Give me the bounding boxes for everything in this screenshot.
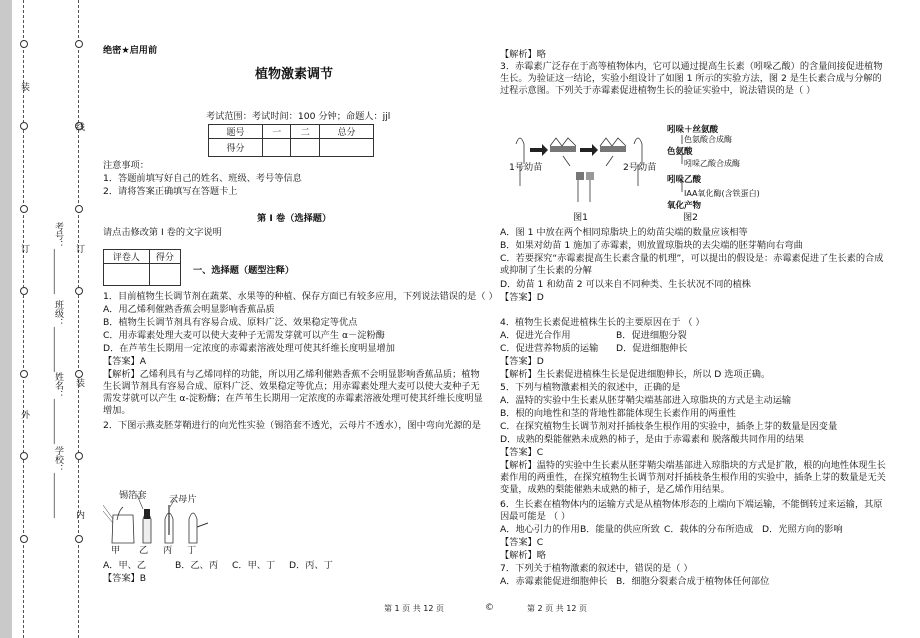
class-label: 班级： xyxy=(53,300,63,327)
school-label: 学校： xyxy=(53,446,63,473)
page-title: 植物激素调节 xyxy=(255,67,334,82)
q1-answer: 【答案】A xyxy=(103,356,147,367)
exam-info: 考试范围：考试时间：100 分钟；命题人：jjl xyxy=(206,111,391,122)
q3-option-d: D．幼苗 1 和幼苗 2 可以来自不同种类、生长状况不同的植株 xyxy=(500,279,751,290)
q5-answer: 【答案】C xyxy=(500,447,544,458)
fig1-caption: 图1 xyxy=(573,212,589,223)
q6-option-c: C．载体的分布所造成 xyxy=(664,524,754,535)
q1-option-b: B．植物生长调节剂具有容易合成、原料广泛、效果稳定等优点 xyxy=(103,317,358,328)
question-4: 4．植物生长素促进植株生长的主要原因在于 （ ） xyxy=(500,317,705,328)
score-table xyxy=(208,124,374,157)
fig1-label-seedling1: 1号幼苗 xyxy=(509,162,543,173)
circle-mark xyxy=(20,40,28,48)
grader-header: 得分 xyxy=(149,250,180,264)
q6-answer: 【答案】C xyxy=(500,537,544,548)
q4-answer: 【答案】D xyxy=(500,356,544,367)
fig2-node: 氧化产物 xyxy=(667,201,702,211)
q1-option-d: D．在芦苇生长期用一定浓度的赤霉素溶液处理可使其纤维长度明显增加 xyxy=(103,343,395,354)
q1-option-c: C．用赤霉素处理大麦可以使大麦种子无需发芽就可以产生 α－淀粉酶 xyxy=(103,330,385,341)
fig-label-bing: 丙 xyxy=(163,545,173,556)
q3-option-c: C．若要探究“赤霉素提高生长素含量的机理”，可以提出的假设是：赤霉素促进了生长素的合成或抑制了生长素的分解 xyxy=(500,253,884,276)
q2-option-c: C．甲、丁 xyxy=(232,560,276,571)
fig-label-foil: 锡箔套 xyxy=(119,490,147,501)
q3-option-a: A．图 1 中放在两个相同琼脂块上的幼苗尖端的数量应该相等 xyxy=(500,227,748,238)
copyright-mark: © xyxy=(485,603,494,613)
score-cell[interactable] xyxy=(291,139,319,157)
q3-option-b: B．如果对幼苗 1 施加了赤霉素，则放置琼脂块的去尖端的胚芽鞘向右弯曲 xyxy=(500,240,803,251)
grader-table xyxy=(103,249,181,286)
secret-label: 绝密★启用前 xyxy=(103,45,158,56)
question-2: 2．下图示燕麦胚芽鞘进行的向光性实验（锡箔套不透光，云母片不透水），图中弯向光源的是 xyxy=(103,420,481,431)
note-item: 1．答题前填写好自己的姓名、班级、考号等信息 xyxy=(103,173,302,184)
score-table-header: 一 xyxy=(263,125,291,139)
circle-mark xyxy=(75,205,83,213)
q2-option-b: B．乙、丙 xyxy=(175,560,219,571)
school-field xyxy=(52,446,65,518)
fig-label-mica: 云母片 xyxy=(169,494,197,505)
fig2-node: 吲哚＋丝氨酸 xyxy=(667,125,719,135)
bind-mark: 订 xyxy=(19,244,29,253)
score-table-header: 题号 xyxy=(209,125,263,139)
q6-analysis: 【解析】略 xyxy=(500,550,546,561)
q7-option-b: B．细胞分裂素合成于植物体任何部位 xyxy=(616,576,770,587)
fig2-node: 吲哚乙酸 xyxy=(667,175,702,185)
q5-option-a: A．温特的实验中生长素从胚芽鞘尖端基部进入琼脂块的方式是主动运输 xyxy=(500,395,792,406)
score-cell[interactable] xyxy=(319,139,373,157)
score-row-label: 得分 xyxy=(209,139,263,157)
q5-option-d: D．成熟的梨能催熟未成熟的柿子，是由于赤霉素和 脱落酸共同作用的结果 xyxy=(500,434,804,445)
q5-analysis: 【解析】温特的实验中生长素从胚芽鞘尖端基部进入琼脂块的方式是扩散，根的向地性体现生长素作用的两重性，在探究植物生长调节剂对扦插枝条生根作用的实验中，插条上芽的数量是无关变量，成熟的梨能催熟未成熟的柿子，是乙烯作用结果。 xyxy=(500,460,886,495)
question-6: 6．生长素在植物体内的运输方式是从植物体形态的上端向下端运输，不能倒转过来运输，其原因最可能是 （ ） xyxy=(500,499,883,522)
circle-mark xyxy=(20,287,28,295)
q4-option-d: D．促进细胞伸长 xyxy=(616,343,688,354)
bind-mark: 线 xyxy=(74,122,84,131)
page-footer-left: 第 1 页 共 12 页 xyxy=(384,604,444,613)
q5-option-c: C．在探究植物生长调节剂对扦插枝条生根作用的实验中，插条上芽的数量是因变量 xyxy=(500,421,838,432)
fig2-node: 色氨酸 xyxy=(667,147,693,157)
circle-mark xyxy=(75,40,83,48)
score-cell[interactable] xyxy=(263,139,291,157)
notes-title: 注意事项： xyxy=(103,160,149,171)
class-blank: __________ xyxy=(53,327,63,372)
circle-mark xyxy=(20,535,28,543)
part-title: 一、选择题（题型注释） xyxy=(193,265,295,276)
fig2-node: 吲哚乙酸合成酶 xyxy=(684,159,740,168)
class-field xyxy=(52,300,65,372)
circle-mark xyxy=(75,535,83,543)
fig-label-yi: 乙 xyxy=(139,545,149,556)
section-hint: 请点击修改第 I 卷的文字说明 xyxy=(103,227,222,238)
fig2-caption: 图2 xyxy=(683,212,699,223)
circle-mark xyxy=(75,370,83,378)
grader-header: 评卷人 xyxy=(104,250,150,264)
q2-answer: 【答案】B xyxy=(103,573,147,584)
q6-option-b: B．能量的供应所致 xyxy=(580,524,660,535)
circle-mark xyxy=(20,205,28,213)
score-table-header: 总分 xyxy=(319,125,373,139)
q7-option-a: A．赤霉素能促进细胞伸长 xyxy=(500,576,608,587)
page-footer-right: 第 2 页 共 12 页 xyxy=(527,604,587,613)
question-1: 1．目前植物生长调节剂在蔬菜、水果等的种植、保存方面已有较多应用，下列说法错误的是（ ） xyxy=(103,291,498,302)
binding-margin xyxy=(0,0,94,638)
exam-number-label: 考号： xyxy=(53,222,63,249)
circle-mark xyxy=(20,452,28,460)
q2-option-a: A．甲、乙 xyxy=(103,560,147,571)
fig-label-jia: 甲 xyxy=(111,545,121,556)
q4-option-c: C．促进营养物质的运输 xyxy=(500,343,599,354)
q4-analysis: 【解析】生长素促进植株生长是促进细胞伸长，所以 D 选项正确。 xyxy=(500,369,771,380)
fig2-node: IAA氧化酶(含铁蛋白) xyxy=(684,189,760,198)
q6-option-d: D．光照方向的影响 xyxy=(762,524,843,535)
q6-option-a: A．地心引力的作用 xyxy=(500,524,580,535)
score-table-header: 二 xyxy=(291,125,319,139)
question-7: 7．下列关于植物激素的叙述中，错误的是（ ） xyxy=(500,563,693,574)
question-5: 5．下列与植物激素相关的叙述中，正确的是 xyxy=(500,382,681,393)
grader-cell[interactable] xyxy=(104,264,150,286)
q4-option-b: B．促进细胞分裂 xyxy=(616,330,687,341)
question-3: 3．赤霉素广泛存在于高等植物体内，它可以通过提高生长素（吲哚乙酸）的含量间接促进植物生长。为验证这一结论，实验小组设计了如图 1 所示的实验方法，图 2 是生长素合成与分解的过程示意图。下列关于赤霉素促进植物生长的验证实验中，说法错误的是（ ） xyxy=(500,61,883,96)
grader-cell[interactable] xyxy=(149,264,180,286)
note-item: 2．请将答案正确填写在答题卡上 xyxy=(103,186,238,197)
circle-mark xyxy=(75,287,83,295)
bind-mark: 外 xyxy=(19,410,29,419)
circle-mark xyxy=(20,122,28,130)
q5-option-b: B．根的向地性和茎的背地性都能体现生长素作用的两重性 xyxy=(500,408,736,419)
q4-option-a: A．促进光合作用 xyxy=(500,330,571,341)
q1-option-a: A．用乙烯利催熟香蕉会明显影响香蕉品质 xyxy=(103,304,275,315)
fig1-label-seedling2: 2号幼苗 xyxy=(623,162,657,173)
name-label: 姓名： xyxy=(53,372,63,399)
school-blank: __________ xyxy=(53,473,63,518)
bind-mark: 装 xyxy=(19,82,29,91)
circle-mark xyxy=(75,452,83,460)
q2-option-d: D．丙、丁 xyxy=(289,560,333,571)
bind-mark: 内 xyxy=(74,510,84,519)
fig2-side-label: 色氨酸合成酶 xyxy=(684,135,732,144)
name-blank: __________ xyxy=(53,399,63,444)
bind-mark: 装 xyxy=(74,378,84,387)
prev-analysis: 【解析】略 xyxy=(500,49,546,60)
exam-number-blank: __________ xyxy=(53,249,63,294)
bind-mark: 订 xyxy=(74,244,84,253)
q1-analysis: 【解析】乙烯利具有与乙烯同样的功能，所以用乙烯利催熟香蕉不会明显影响香蕉品质；植物生长调节剂具有容易合成、原料广泛、效果稳定等优点；用赤霉素处理大麦可以使大麦种子无需发芽就可以产生 α-淀粉酶；在芦苇生长期用一定浓度的赤霉素溶液处理可使其纤维长度明显增加。 xyxy=(103,369,483,416)
exam-number-field xyxy=(52,222,65,294)
fig-label-ding: 丁 xyxy=(187,545,197,556)
section-title: 第 I 卷（选择题） xyxy=(257,213,332,224)
margin-gray-band xyxy=(0,0,12,638)
circle-mark xyxy=(20,370,28,378)
q3-answer: 【答案】D xyxy=(500,292,544,303)
name-field xyxy=(52,372,65,444)
